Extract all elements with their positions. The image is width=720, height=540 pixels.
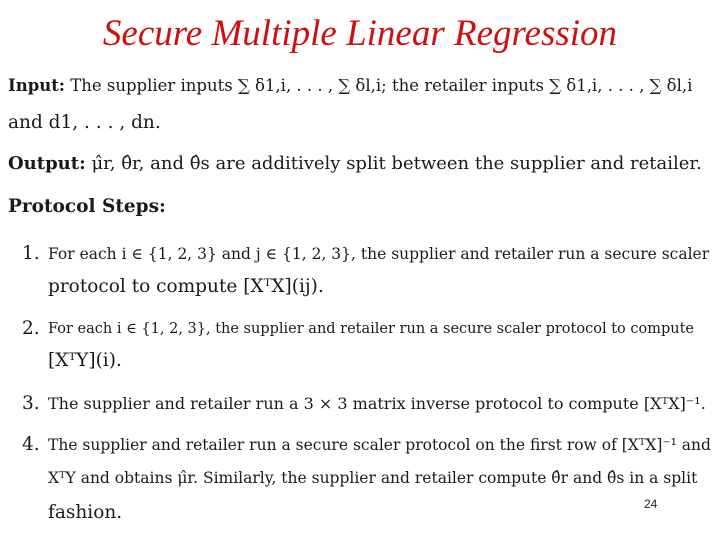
- output-label: Output:: [8, 153, 86, 174]
- page-number: 24: [644, 497, 658, 511]
- output-line: [8, 153, 702, 175]
- slide-title: Secure Multiple Linear Regression: [102, 13, 618, 54]
- input-math-a: ∑ δ1,i, . . . , ∑ δl,i: [237, 76, 382, 95]
- input-math-b: ∑ δ1,i, . . . , ∑ δl,i: [549, 76, 693, 95]
- step-1-line-1: For each i ∈ {1, 2, 3} and j ∈ {1, 2, 3}, the supplier and retailer run a secure scaler: [48, 245, 710, 263]
- input-text-a: The supplier inputs: [70, 76, 238, 95]
- step-4-line-2: XᵀY and obtains μ̂r. Similarly, the supplier and retailer compute θ̂r and θ̂s in a split: [48, 469, 698, 487]
- step-4-number: 4.: [22, 434, 40, 455]
- step-1-line-2: protocol to compute [XᵀX](ij).: [48, 276, 324, 297]
- step-4-line-3: fashion.: [48, 502, 123, 523]
- input-line-2: and d1, . . . , dn.: [8, 112, 161, 133]
- step-2-number: 2.: [22, 318, 40, 339]
- input-line-1: [8, 75, 692, 97]
- step-3-number: 3.: [22, 393, 40, 414]
- input-text-b: ; the retailer inputs: [381, 76, 550, 95]
- step-4-line-1: The supplier and retailer run a secure scaler protocol on the first row of [XᵀX]⁻¹ and: [48, 436, 711, 454]
- step-2-line-1: For each i ∈ {1, 2, 3}, the supplier and retailer run a secure scaler protocol to compute: [48, 321, 694, 337]
- step-1-number: 1.: [22, 243, 40, 264]
- output-text: μ̂r, θ̂r, and θ̂s are additively split between the supplier and retailer.: [91, 153, 702, 174]
- step-2-line-2: [XᵀY](i).: [48, 350, 122, 371]
- input-label: Input:: [8, 76, 65, 95]
- step-3-line-1: The supplier and retailer run a 3 × 3 matrix inverse protocol to compute [XᵀX]⁻¹.: [48, 394, 706, 413]
- protocol-heading: Protocol Steps:: [8, 196, 166, 217]
